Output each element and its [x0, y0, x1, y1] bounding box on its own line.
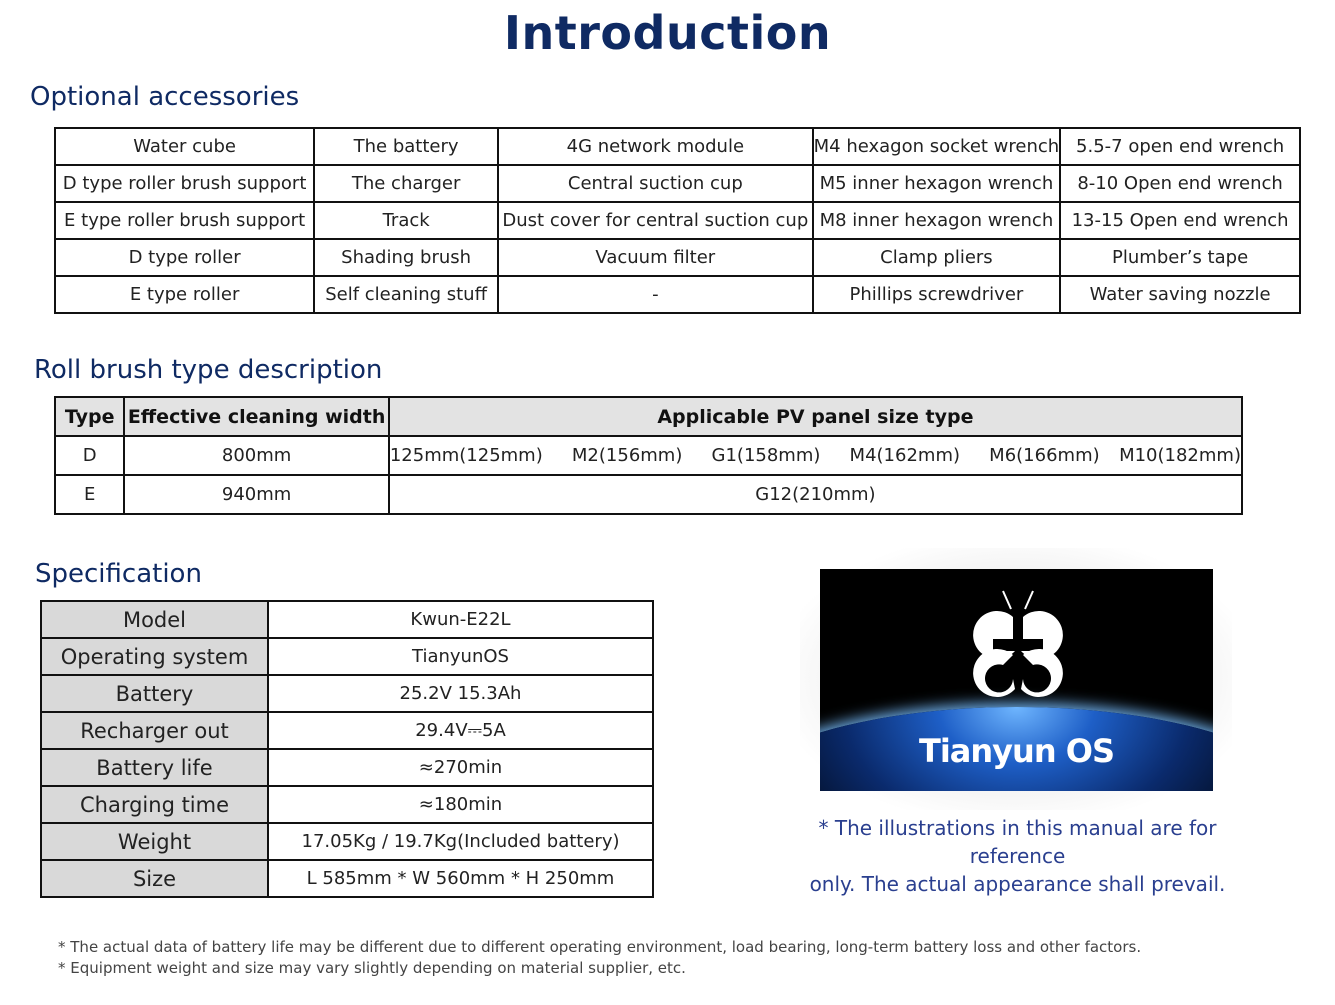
table-row — [55, 202, 1300, 239]
table-cell: E type roller — [55, 276, 314, 313]
roll-brush-heading: Roll brush type description — [34, 355, 383, 385]
table-row — [41, 712, 653, 749]
table-cell: E — [55, 475, 124, 514]
image-caption — [770, 814, 1265, 898]
table-row — [55, 436, 1242, 475]
table-cell: 125mm(125mm) M2(156mm) G1(158mm) M4(162mm) M6(166mm) M10(182mm) — [389, 436, 1242, 475]
caption-line: only. The actual appearance shall prevail. — [809, 872, 1226, 896]
spec-label: Size — [41, 860, 268, 897]
spec-label: Model — [41, 601, 268, 638]
spec-value: L 585mm * W 560mm * H 250mm — [268, 860, 653, 897]
table-row — [55, 475, 1242, 514]
caption-line: * The illustrations in this manual are for reference — [818, 816, 1217, 868]
table-cell: Clamp pliers — [813, 239, 1061, 276]
table-cell: Water saving nozzle — [1060, 276, 1300, 313]
os-brand-text: Tianyun OS — [919, 732, 1114, 770]
footnote-weight-size: * Equipment weight and size may vary slightly depending on material supplier, etc. — [58, 959, 686, 977]
table-cell: D type roller — [55, 239, 314, 276]
table-row — [55, 239, 1300, 276]
table-row — [41, 675, 653, 712]
table-cell: Vacuum filter — [498, 239, 813, 276]
butterfly-logo-icon — [963, 589, 1073, 704]
tianyun-os-image — [820, 569, 1213, 791]
spec-value: 17.05Kg / 19.7Kg(Included battery) — [268, 823, 653, 860]
roll-brush-table — [54, 396, 1243, 515]
table-cell: 13-15 Open end wrench — [1060, 202, 1300, 239]
spec-value: 29.4V⎓5A — [268, 712, 653, 749]
column-header-type: Type — [55, 397, 124, 436]
table-cell: Water cube — [55, 128, 314, 165]
table-row — [55, 128, 1300, 165]
table-cell: 4G network module — [498, 128, 813, 165]
spec-label: Operating system — [41, 638, 268, 675]
spec-value: ≈180min — [268, 786, 653, 823]
spec-value: 25.2V 15.3Ah — [268, 675, 653, 712]
table-cell: The battery — [314, 128, 498, 165]
table-cell: G12(210mm) — [389, 475, 1242, 514]
accessories-heading: Optional accessories — [30, 82, 300, 112]
table-row — [55, 276, 1300, 313]
spec-value: ≈270min — [268, 749, 653, 786]
spec-value: Kwun-E22L — [268, 601, 653, 638]
table-cell: 940mm — [124, 475, 389, 514]
table-cell: D — [55, 436, 124, 475]
table-cell: Phillips screwdriver — [813, 276, 1061, 313]
spec-label: Battery — [41, 675, 268, 712]
spec-value: TianyunOS — [268, 638, 653, 675]
table-row — [41, 823, 653, 860]
table-cell: E type roller brush support — [55, 202, 314, 239]
footnote-battery-life: * The actual data of battery life may be different due to different operating environment, load bearing, long-term battery loss and other factors. — [58, 938, 1142, 956]
table-cell: 5.5-7 open end wrench — [1060, 128, 1300, 165]
table-cell: Self cleaning stuff — [314, 276, 498, 313]
table-cell: - — [498, 276, 813, 313]
table-row — [41, 601, 653, 638]
table-row — [41, 749, 653, 786]
spec-label: Weight — [41, 823, 268, 860]
table-row — [41, 786, 653, 823]
table-cell: Shading brush — [314, 239, 498, 276]
table-cell: M5 inner hexagon wrench — [813, 165, 1061, 202]
table-cell: 800mm — [124, 436, 389, 475]
table-cell: The charger — [314, 165, 498, 202]
table-header-row — [55, 397, 1242, 436]
spec-label: Battery life — [41, 749, 268, 786]
accessories-table — [54, 127, 1301, 314]
table-cell: M4 hexagon socket wrench — [813, 128, 1061, 165]
table-cell: Track — [314, 202, 498, 239]
table-cell: Plumber’s tape — [1060, 239, 1300, 276]
specification-heading: Specification — [35, 559, 202, 589]
table-cell: 8-10 Open end wrench — [1060, 165, 1300, 202]
table-cell: D type roller brush support — [55, 165, 314, 202]
column-header-width: Effective cleaning width — [124, 397, 389, 436]
table-cell: Central suction cup — [498, 165, 813, 202]
spec-label: Recharger out — [41, 712, 268, 749]
column-header-panel-size: Applicable PV panel size type — [389, 397, 1242, 436]
table-row — [55, 165, 1300, 202]
table-cell: M8 inner hexagon wrench — [813, 202, 1061, 239]
page-title: Introduction — [503, 6, 832, 60]
table-cell: Dust cover for central suction cup — [498, 202, 813, 239]
specification-table — [40, 600, 654, 898]
spec-label: Charging time — [41, 786, 268, 823]
table-row — [41, 860, 653, 897]
table-row — [41, 638, 653, 675]
